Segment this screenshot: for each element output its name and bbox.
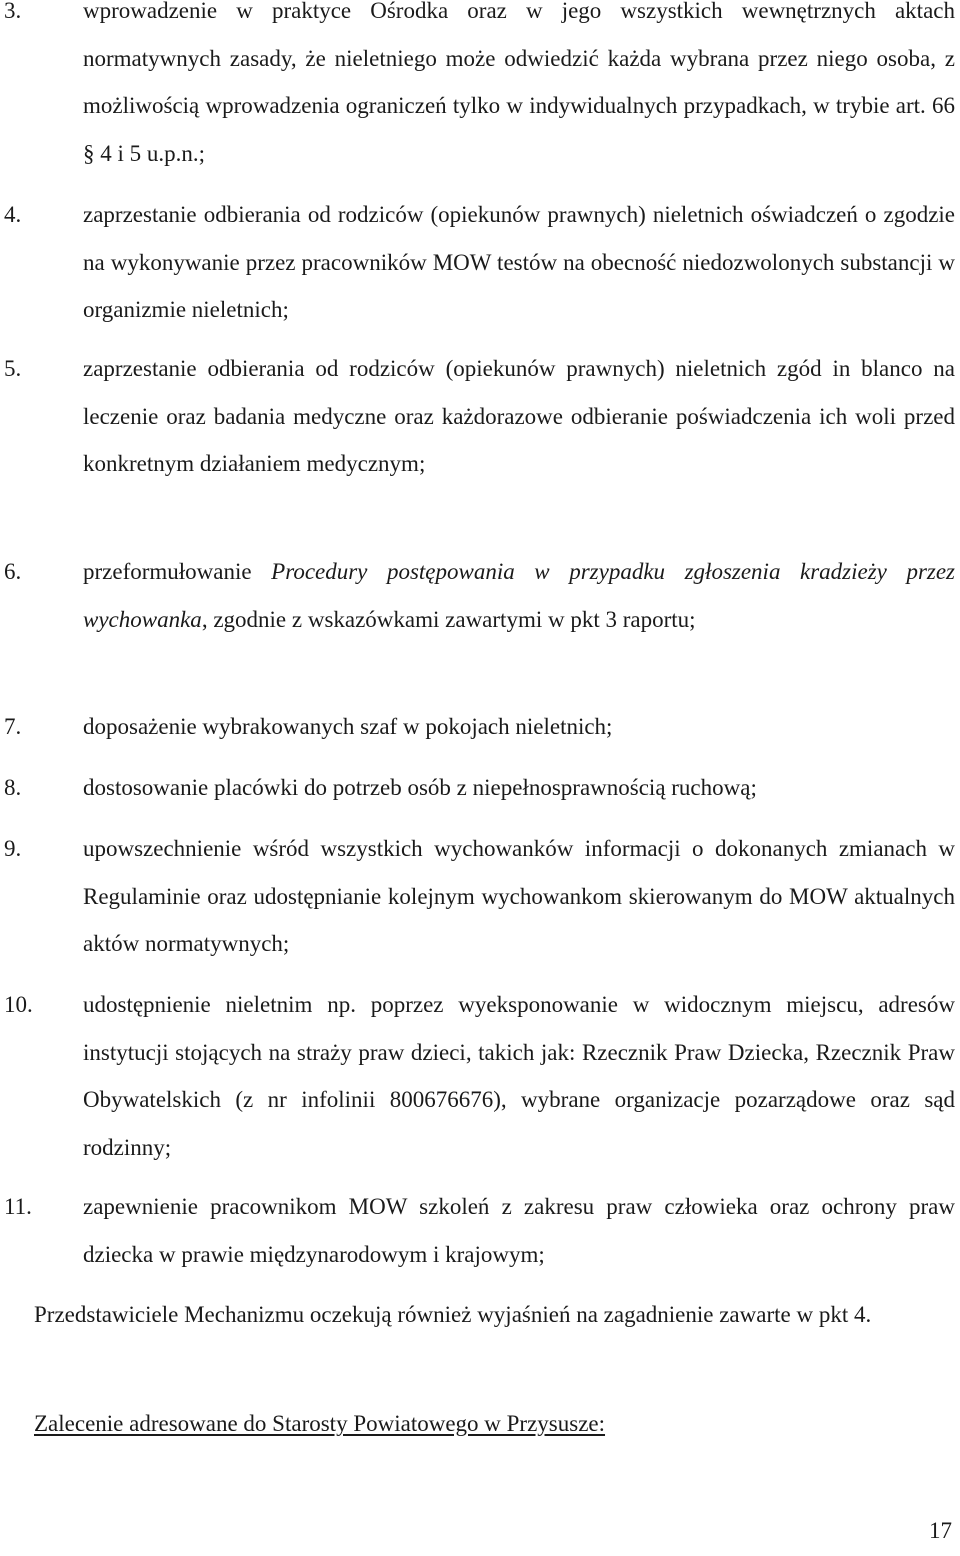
list-item-text: wprowadzenie w praktyce Ośrodka oraz w jego wszystkich wewnętrznych aktach normatywnych zasady, że nieletniego może odwiedzić każda wybrana przez niego osoba, z możliwością wprowadzenia ograniczeń tylko w indywidualnych przypadkach, w trybie art. 66 § 4 i 5 u.p.n.; [83,0,955,166]
list-item-text-start: przeformułowanie [83,559,272,584]
list-item-number: 10. [4,992,33,1017]
list-item-number: 6. [4,559,22,584]
list-item [0,548,955,643]
list-item [0,703,955,751]
list-item-number: 4. [4,202,22,227]
list-item [0,345,955,488]
list-item-text: dostosowanie placówki do potrzeb osób z niepełnosprawnością ruchową; [83,775,757,800]
recommendation-heading: Zalecenie adresowane do Starosty Powiatowego w Przysusze: [34,1411,606,1436]
list-item-text: zaprzestanie odbierania od rodziców (opiekunów prawnych) nieletnich oświadczeń o zgodzie na wykonywanie przez pracowników MOW testów na obecność niedozwolonych substancji w organizmie nieletnich; [83,202,955,322]
list-item-text: zapewnienie pracownikom MOW szkoleń z zakresu praw człowieka oraz ochrony praw dziecka w prawie międzynarodowym i krajowym; [83,1194,955,1267]
list-item [0,191,955,334]
list-item [0,764,955,812]
list-item-text: udostępnienie nieletnim np. poprzez wyeksponowanie w widocznym miejscu, adresów instytucji stojących na straży praw dzieci, takich jak: Rzecznik Praw Dziecka, Rzecznik Praw Obywatelskich (z nr infolinii 800676676), wybrane organizacje pozarządowe oraz sąd rodzinny; [83,992,955,1160]
list-item-text: zaprzestanie odbierania od rodziców (opiekunów prawnych) nieletnich zgód in blanco na leczenie oraz badania medyczne oraz każdorazowe odbieranie poświadczenia ich woli przed konkretnym działaniem medycznym; [83,356,955,476]
list-item-number: 5. [4,356,22,381]
list-item-number: 9. [4,836,22,861]
list-item-text: upowszechnienie wśród wszystkich wychowanków informacji o dokonanych zmianach w Regulaminie oraz udostępnianie kolejnym wychowankom skierowanym do MOW aktualnych aktów normatywnych; [83,836,955,956]
list-item-number: 7. [4,714,22,739]
page-number: 17 [929,1518,952,1543]
list-item [0,0,955,177]
list-item-number: 8. [4,775,22,800]
list-item [0,1183,955,1278]
list-item-text: doposażenie wybrakowanych szaf w pokojach nieletnich; [83,714,613,739]
list-item-number: 11. [4,1194,32,1219]
closing-paragraph: Przedstawiciele Mechanizmu oczekują również wyjaśnień na zagadnienie zawarte w pkt 4. [34,1302,872,1327]
list-item [0,981,955,1171]
list-item-number: 3. [4,0,22,23]
list-item-text [83,548,955,643]
list-item-text-end: , zgodnie z wskazówkami zawartymi w pkt 3 raportu; [201,606,696,632]
list-item [0,825,955,968]
procedure-title: Procedury postępowania w przypadku zgłoszenia kradzieży przez wychowanka [83,559,956,632]
